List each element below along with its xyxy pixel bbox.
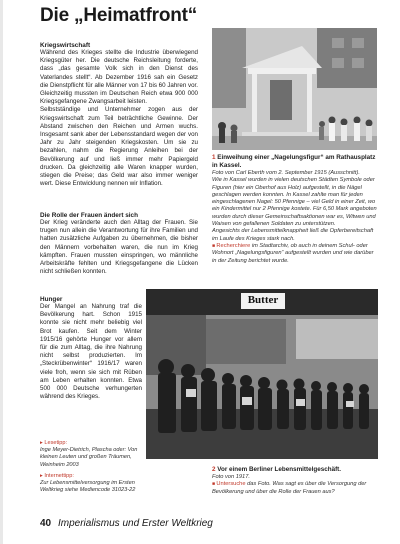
heading-kriegswirtschaft: Kriegswirtschaft xyxy=(40,42,91,49)
caption-number: 1 xyxy=(212,154,216,161)
heading-hunger: Hunger xyxy=(40,296,63,303)
heading-frauen: Die Rolle der Frauen ändert sich xyxy=(40,212,139,219)
arrow-icon: ▸ xyxy=(40,472,45,479)
caption-body: Wie in Kassel wurden in vielen deutschen Städten Symbole oder Figuren (hier ein Oberhof aus Holz) aufgestellt, in die Nägel geschlagen werden konnten. In Kassel zahlte man für jeden eingeschlagenen Nagel: 50 Pfennige – viel Geld in einer Zeit, wo ein Kindermittel nur 2 Pfennige kostete. Für 6,50 Mark angeboten wurden durch dieser Gemeinschaftsaktionen war es, Witwen und Waisen von gefallenen Soldaten zu unterstützen. xyxy=(212,177,377,228)
square-bullet-icon: ■ xyxy=(212,481,217,488)
paragraph: Während des Krieges stellte die Industrie überwiegend Kriegsgüter her. Die deutsche Reichsleitung forderte, dass „das gesamte Volk sich in den Dienst des Vaterlandes stellt“. Ab Dezember 1916 sah ein Gesetz die Dienstpflicht für alle Männer von 17 bis 60 Jahren vor. Gleichzeitig mussten im Deutschen Reich etwa 900 000 Kriegsgefangene Zwangsarbeit leisten. xyxy=(40,49,198,106)
task-label: Recherchiere xyxy=(216,242,251,249)
section-hunger xyxy=(40,296,142,401)
internettipp-label: Internettipp: xyxy=(44,472,74,479)
task-text: im Stadtarchiv, ob auch in deinem Schul- oder Wohnort „Nagelungsfiguren“ aufgestellt wurden und wie darüber in der Zeitung berichtet wurde. xyxy=(212,242,374,264)
task-text: das Foto. Was sagt es über die Versorgung der Bevölkerung und über die Rolle der Frauen aus? xyxy=(212,481,367,495)
caption-number: 2 xyxy=(212,466,216,473)
square-bullet-icon: ■ xyxy=(212,242,217,249)
caption-title: Vor einem Berliner Lebensmittelgeschäft. xyxy=(217,466,342,473)
caption-source: Foto von Carl Eberth vom 2. September 1915 (Ausschnitt). xyxy=(212,170,360,176)
caption-source: Foto von 1917. xyxy=(212,474,250,480)
section-kriegswirtschaft xyxy=(40,42,198,188)
text-kriegswirtschaft xyxy=(40,49,198,188)
caption-title: Einweihung einer „Nagelungsfigur“ am Rathausplatz in Kassel. xyxy=(212,154,376,169)
page-title: Die „Heimatfront“ xyxy=(40,5,198,26)
chapter-title: Imperialismus und Erster Weltkrieg xyxy=(58,518,213,529)
page-number: 40 xyxy=(40,518,52,529)
arrow-icon: ▸ xyxy=(40,440,45,446)
lesetipp-text: Inge Meyer-Dietrich, Plascha oder: Von kleinen Leuten und großen Träumen, Weinheim 2003 xyxy=(40,447,138,468)
page-edge-strip xyxy=(0,0,3,544)
internettipp-text: Zur Lebensmittelversorgung im Ersten Weltkrieg siehe Mediencode 31023-22 xyxy=(40,480,136,494)
text-frauen: Der Krieg veränderte auch den Alltag der Frauen. Sie trugen nun allein die Verantwortung für ihre Familien und hatten zusätzliche Aufgaben zu übernehmen, die bisher den Männern vorbehalten waren, die nun im Krieg kämpften. Frauen mussten einspringen, wo männliche Arbeitskräfte fehlten und Kriegsgefangene die Lücken nicht schließen konnten. xyxy=(40,219,198,276)
caption-2 xyxy=(212,466,377,496)
photo-nagelungsfigur-drawing xyxy=(212,28,377,150)
section-frauen xyxy=(40,212,198,276)
caption-body: Angesichts der Lebensmittelknappheit ließ die Opferbereitschaft im Laufe des Krieges stark nach. xyxy=(212,228,374,242)
paragraph: Selbstständige und Unternehmer zogen aus der Kriegswirtschaft zum Teil beträchtliche Gewinne. Der Abstand zwischen den Reichen und Armen wuchs. Insgesamt sank aber der Lebensstandard wegen der von Jahr zu Jahr steigenden Kriegskosten. Um sie zu bezahlen, nahm die Regierung Anleihen bei der Bevölkerung auf und ließ immer mehr Papiergeld drucken. Da gleichzeitig alle Waren knapper wurden, stiegen die Preise; das Geld war also immer weniger wert. Diese Entwicklung nennen wir Inflation. xyxy=(40,106,198,188)
caption-1 xyxy=(212,154,377,265)
photo-nagelungsfigur xyxy=(212,28,377,150)
shop-sign: Butter xyxy=(247,294,279,306)
photo-lebensmittelgeschaeft xyxy=(146,289,378,459)
lesetipp-label: Lesetipp: xyxy=(44,440,68,446)
reading-tips xyxy=(40,440,140,494)
photo-lebensmittelgeschaeft-drawing xyxy=(146,289,378,459)
text-hunger: Der Mangel an Nahrung traf die Bevölkerung hart. Schon 1915 konnte sie nicht mehr beliebig viel Brot kaufen. Seit dem Winter 1915/16 gehörte Hunger vor allem für die zum Alltag, die ihre Nahrung nicht selbst produzierten. Im „Steckrübenwinter“ 1916/17 waren viele froh, wenn sie sich mit Rüben am Leben erhalten konnten. Etwa 500 000 Deutsche verhungerten während des Krieges. xyxy=(40,303,142,401)
task-label: Untersuche xyxy=(216,481,246,488)
